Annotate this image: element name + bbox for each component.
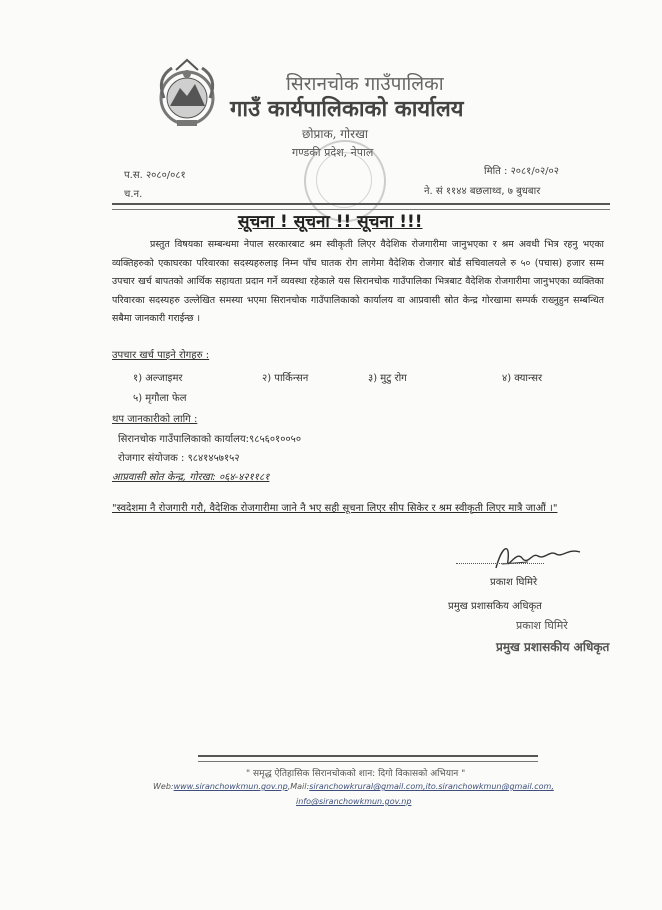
notice-title: सूचना ! सूचना !! सूचना !!! [238, 212, 423, 232]
stamp-designation: प्रमुख प्रशासकीय अधिकृत [496, 640, 610, 654]
nepal-sambat-date: ने. सं ११४४ बछलाथ्व, ७ बुधबार [424, 186, 541, 197]
office-province: गण्डकी प्रदेश, नेपाल [292, 146, 374, 159]
dispatch-number: च.न. [124, 189, 143, 200]
fiscal-year: प.स. २०८०/०८१ [124, 170, 186, 181]
handwritten-signature [488, 538, 588, 578]
signatory-name: प्रकाश घिमिरे [490, 577, 538, 588]
email-link[interactable]: siranchowkrural@gmail.com [309, 782, 423, 791]
footer-divider [198, 755, 538, 762]
web-label: Web: [153, 782, 174, 791]
nepal-emblem-icon [150, 58, 224, 132]
office-location: छोप्राक, गोरखा [302, 127, 368, 141]
disease-item: १) अल्जाइमर [133, 373, 183, 384]
disease-item: ४) क्यान्सर [502, 373, 543, 384]
disease-item: ३) मुटु रोग [368, 373, 407, 384]
it-email-link[interactable]: ,ito.siranchowkmun@gmail.com, [423, 782, 554, 791]
website-link[interactable]: www.siranchowkmun.gov.np [173, 782, 288, 791]
info-email-link[interactable]: info@siranchowkmun.gov.np [296, 797, 412, 806]
municipality-name: सिरानचोक गाउँपालिका [286, 73, 444, 95]
footer-contacts [153, 782, 554, 791]
notice-paragraph: प्रस्तुत विषयका सम्बन्धमा नेपाल सरकारबाट श्रम स्वीकृती लिएर वैदेशिक रोजगारीमा जानुभएका र श्रम अवधी भित्र रहनु भएका व्यक्तिहरुको एकाघरका परिवारका सदस्यहरुलाइ निम्न पाँच घातक रोग लागेमा वैदेशिक रोजगार बोर्ड सचिवालयले रु ५० (पचास) हजार सम्म उपचार खर्च बापतको आर्थिक सहायता प्रदान गर्ने व्यवस्था रहेकाले यस सिरानचोक गाउँपालिका भित्रबाट वैदेशिक रोजगारीमा जानुभएका व्यक्तिका परिवारका सदस्यहरु उल्लेखित समस्या भएमा सिरानचोक गाउँपालिकाको कार्यालय वा आप्रवासी स्रोत केन्द्र गोरखामा सम्पर्क राख्नुहुन सम्बन्धित सबैमा जानकारी गराईन्छ । [112, 239, 604, 325]
letter-date: मिति : २०८१/०२/०२ [484, 166, 559, 177]
more-info-heading: थप जानकारीको लागि : [112, 414, 198, 425]
disease-heading: उपचार खर्च पाइने रोगहरु : [112, 350, 210, 361]
signatory-designation: प्रमुख प्रशासकिय अधिकृत [448, 601, 542, 612]
footer-slogan: " समृद्ध ऐतिहासिक सिरानचोकको शान: दिगो विकासको अभियान " [246, 769, 466, 779]
contact-migrant-center: आप्रवासी स्रोत केन्द्र, गोरखा: ०६४-४२११८१ [112, 472, 270, 483]
contact-coordinator: रोजगार संयोजक : ९८४१४५७१५२ [118, 453, 240, 464]
office-name: गाउँ कार्यपालिकाको कार्यालय [230, 96, 464, 122]
contact-municipality: सिरानचोक गाउँपालिकाको कार्यालय:९८५६०१००५० [118, 434, 302, 445]
mail-label: ,Mail: [287, 782, 310, 791]
notice-slogan: "स्वदेशमा नै रोजगारी गरौ, वैदेशिक रोजगारीमा जाने नै भए सही सूचना लिएर सीप सिकेर र श्रम स्वीकृती लिएर मात्रै जाऔं ।" [112, 503, 558, 514]
office-stamp-inner [316, 152, 372, 208]
notice-body [112, 236, 604, 329]
disease-item: २) पार्किन्सन [262, 373, 309, 384]
disease-item: ५) मृगौला फेल [133, 393, 187, 404]
stamp-name: प्रकाश घिमिरे [516, 619, 568, 632]
signature-line [456, 563, 544, 564]
